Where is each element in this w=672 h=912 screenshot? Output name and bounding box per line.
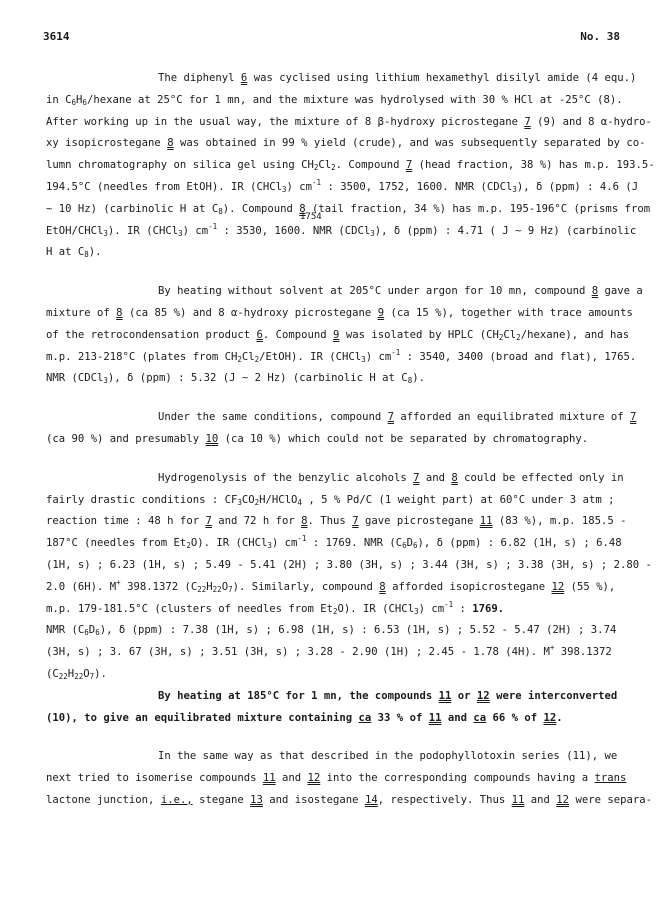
paragraph-hydrogenolysis: Hydrogenolysis of the benzylic alcohols 7 and 8 could be effected only in fairly drastic conditions : $CF_3CO_2H/HClO_4$ , 5 % Pd/C (1 weight part) at 60°C under 3 atm ; reaction time : 48 h for 7 and 72 h for 8. Thus 7 gave picrostegane 11 (83 %), m.p. 185.5 - 187°C (needles from $Et_2O$). IR (CHCl$_3$) $cm^{-1}$ : 1769. NMR $(C_6D_6)$, δ (ppm) : 6.82 (1H, s) ; 6.48 (1H, s) ; 6.23 (1H, s) ; 5.49 - 5.41 (2H) ; 3.80 (3H, s) ; 3.44 (3H, s) ; 3.38 (3H, s) ; 2.80 - 2.0 (6H). M+ 398.1372 $(C_{22}H_{22}O_7)$. Similarly, compound 8 afforded isopicrostegane 12 (55 %), m.p. 179-181.5°C (clusters of needles from $Et_2O$). IR (CHCl$_3$) $cm^{-1}$ : 1769. NMR $(C_6D_6)$, δ (ppm) : 7.38 (1H, s) ; 6.98 (1H, s) : 6.53 (1H, s) ; 5.52 - 5.47 (2H) ; 3.74 (3H, s) ; 3. 67 (3H, s) ; 3.51 (3H, s) ; 3.28 - 2.90 (1H) ; 2.45 - 1.78 (4H). M+ 398.1372 $(C_{22}H_{22}O_7)$. — [46, 471, 652, 681]
compound-ref: 12 — [551, 580, 565, 593]
compound-ref: 11 — [262, 772, 276, 785]
compound-ref: 8 — [301, 515, 308, 528]
compound-ref: 7 — [630, 411, 637, 424]
paragraph-cyclisation: The diphenyl 6 was cyclised using lithium hexamethyl disilyl amide (4 equ.) in $C_6H_6$/hexane at 25°C for 1 mn, and the mixture was hydrolysed with 30 % HCl at -25°C (8). After working up in the usual way, the mixture of 8 β-hydroxy picrostegane 7 (9) and 8 α-hydro- xy isopicrostegane 8 was obtained in 99 % yield (crude), and was subsequently separated by co- lumn chromatography on silica gel using $CH_2Cl_2$. Compound 7 (head fraction, 38 %) has m.p. 193.5- 194.5°C (needles from EtOH). IR (CHCl$_3$) $cm^{-1}$ : 3500, 1752, 1600. NMR (CDCl$_3$), δ (ppm) : 4.6 (J ∼ 10 Hz) (carbinolic H at $C_8$). Compound 8 (tail fraction, 34 %) has m.p. 195-196°C (prisms from 1754 EtOH/CHCl$_3$). IR (CHCl$_3$) $cm^{-1}$ : 3530, 1600. NMR (CDCl$_3$), δ (ppm) : 4.71 ( J ∼ 9 Hz) (carbinolic H at $C_8$). — [46, 72, 655, 260]
compound-ref: 11 — [438, 689, 452, 702]
compound-ref: 10 — [205, 432, 219, 445]
compound-ref: 7 — [405, 159, 413, 172]
compound-ref: 8 — [591, 285, 599, 298]
compound-ref: 12 — [307, 772, 321, 785]
paragraph-interconversion: By heating at 185°C for 1 mn, the compounds 11 or 12 were interconverted (10), to give an equilibrated mixture containing ca 33 % of 11 and ca 66 % of 12. — [46, 689, 618, 724]
compound-ref: 8 — [167, 137, 174, 150]
compound-ref: 9 — [333, 328, 340, 341]
compound-ref: 11 — [428, 711, 442, 724]
compound-ref: 7 — [524, 115, 531, 128]
compound-ref: 13 — [250, 793, 263, 806]
compound-ref: 8 — [116, 306, 123, 319]
issue-number: No. 38 — [580, 30, 620, 43]
handwritten-correction: 1754 — [300, 211, 322, 222]
compound-ref: 8 — [299, 202, 306, 215]
compound-ref: 11 — [511, 793, 525, 806]
paragraph-heating: By heating without solvent at 205°C under argon for 10 mn, compound 8 gave a mixture of 8 (ca 85 %) and 8 α-hydroxy picrostegane 9 (ca 15 %), together with trace amounts of the retrocondensation product 6. Compound 9 was isolated by HPLC $(CH_2Cl_2/hexane)$, and has m.p. 213-218°C (plates from $CH_2Cl_2/EtOH$). IR (CHCl$_3$) $cm^{-1}$ : 3540, 3400 (broad and flat), 1765. NMR (CDCl$_3$), δ (ppm) : 5.32 (J ∼ 2 Hz) (carbinolic H at $C_8$). — [46, 285, 643, 386]
compound-ref: 11 — [479, 515, 493, 528]
compound-ref: 7 — [413, 471, 420, 484]
compound-ref: 12 — [543, 711, 557, 724]
page-number: 3614 — [43, 30, 70, 43]
compound-ref: 12 — [476, 689, 490, 702]
compound-ref: 7 — [352, 515, 359, 528]
compound-ref: 7 — [205, 515, 212, 528]
compound-ref: 14 — [364, 793, 378, 806]
paragraph-isomerisation: In the same way as that described in the podophyllotoxin series (11), we next tried to isomerise compounds 11 and 12 into the corresponding compounds having a trans lactone junction, i.e., stegane 13 and isostegane 14, respectively. Thus 11 and 12 were separa- — [46, 750, 652, 806]
compound-ref: 8 — [451, 471, 458, 484]
article-body — [46, 68, 655, 812]
compound-ref: 12 — [556, 793, 570, 806]
compound-ref: 8 — [379, 580, 386, 593]
compound-ref: 6 — [256, 328, 263, 341]
compound-ref: 9 — [377, 306, 385, 319]
compound-ref: 6 — [240, 72, 248, 84]
compound-ref: 7 — [387, 411, 394, 424]
paragraph-equilibration: Under the same conditions, compound 7 afforded an equilibrated mixture of 7 (ca 90 %) and presumably 10 (ca 10 %) which could not be separated by chromatography. — [46, 411, 637, 445]
